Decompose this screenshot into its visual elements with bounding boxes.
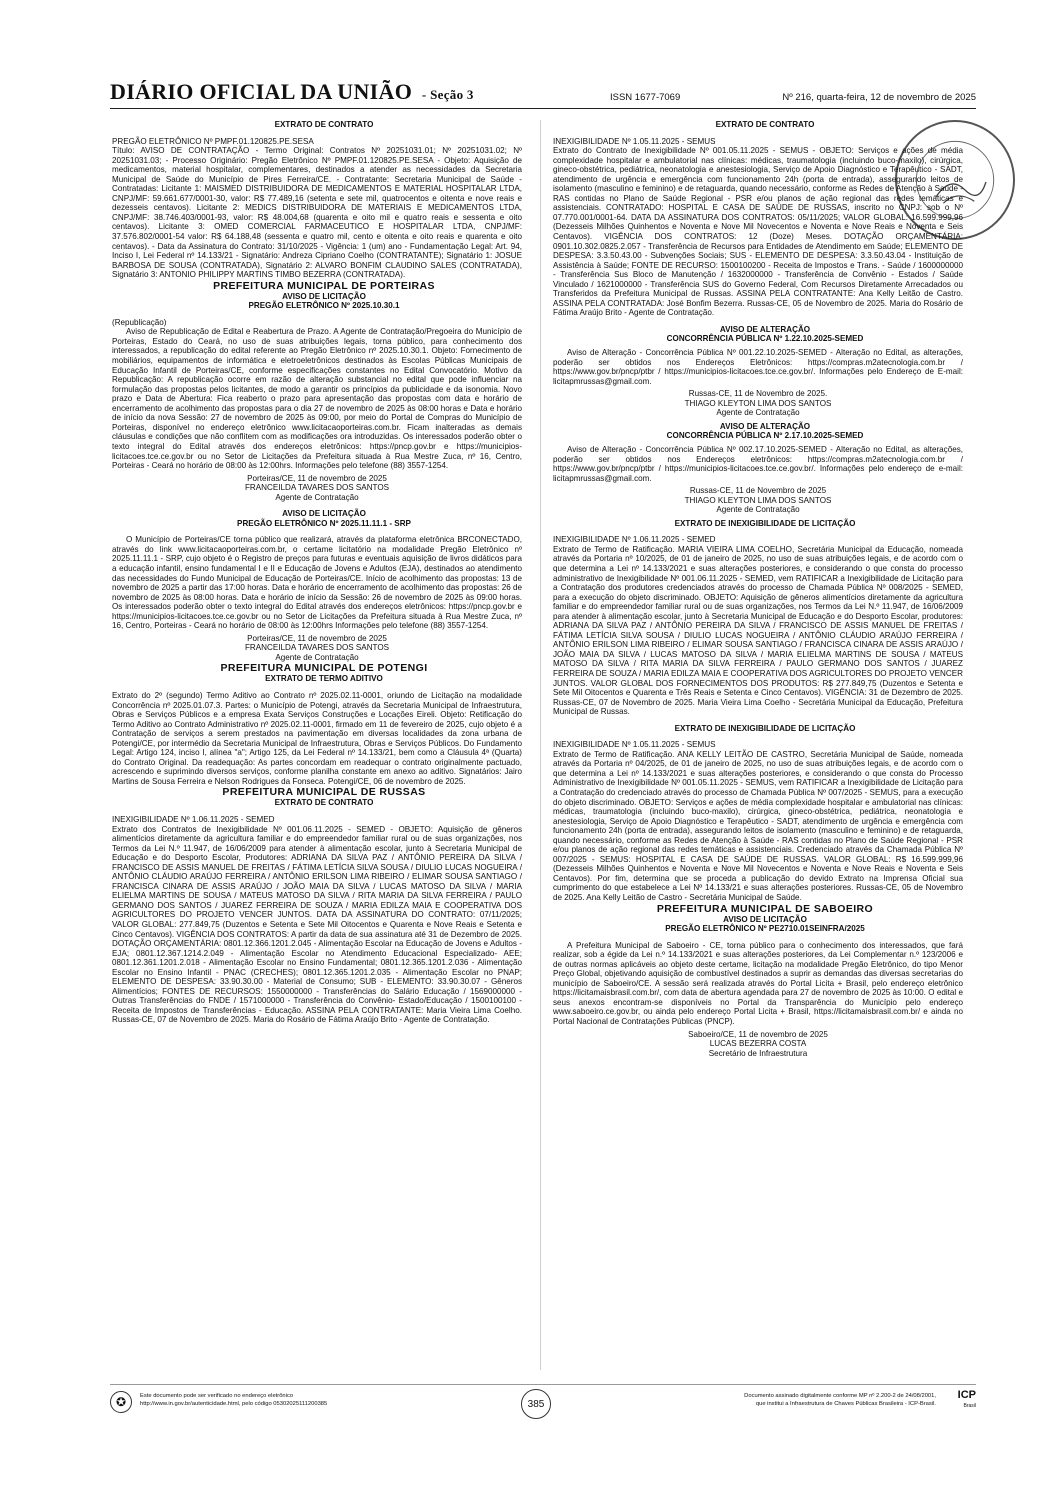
paragraph: Aviso de Alteração - Concorrência Pública Nº 002.17.10.2025-SEMED - Alteração no Edital, as alterações, poderão ser obtidos nos Endereços eletrônicos: https://compras.m2atecnologia.com.br / https://www.gov.br/pncp/ptbr / https://municipios-licitacoes.tce.ce.gov.br/. Informações pelo endereço de e-mail: licitapmrussas@gmail.com. (553, 444, 963, 483)
section-subtitle: CONCORRÊNCIA PÚBLICA Nº 1.22.10.2025-SEMED (666, 334, 864, 344)
signature-name: LUCAS BEZERRA COSTA (709, 1039, 807, 1049)
paragraph: Aviso de Alteração - Concorrência Pública Nº 001.22.10.2025-SEMED - Alteração no Edital, as alterações, poderão ser obtidos nos Endereços Eletrônicos: https://compras.m2atecnologia.com.br / https://www.gov.br/pncp/ptbr / https://municipios-licitacoes.tce.ce.gov.br/. Informações pelo Endereço de E-mail: licitapmrussas@gmail.com. (553, 348, 963, 386)
republication-note: (Republicação) (112, 317, 167, 327)
icp-logo-subtext: Brasil (963, 1403, 976, 1409)
section-subtitle: CONCORRÊNCIA PÚBLICA Nº 2.17.10.2025-SEMED (666, 431, 864, 441)
signature-note-line: que institui a Infraestrutura de Chaves Públicas Brasileira - ICP-Brasil. (755, 1400, 936, 1407)
signature-block (553, 1030, 963, 1059)
section-title: AVISO DE ALTERAÇÃO (719, 324, 811, 334)
paragraph: Aviso de Republicação de Edital e Reabertura de Prazo. A Agente de Contratação/Pregoeira do Município de Porteiras, Estado do Ceará, no uso de suas atribuições legais, torna público, para conhecimento dos interessados, a republicação do edital referente ao Pregão Eletrônico nº 2025.10.30.1. Objeto: Fornecimento de mobiliários, equipamentos de informática e eletroeletrônicos destinados às Escolas Públicas Municipais de Educação Infantil de Porteiras/CE, conforme especificações constantes no Edital Convocatório. Motivo da Republicação: A republicação ocorre em razão de alteração substancial no edital que pode influenciar na formulação das propostas pelos licitantes, de modo a garantir os princípios da publicidade e da isonomia. Novo prazo e Data de Abertura: Fica reaberto o prazo para apresentação das propostas com data e horário de encerramento de acolhimento das propostas para o dia 27 de novembro de 2025 às 08:00 horas e Data e horário de início da nova Sessão: 27 de novembro de 2025 às 09:00, por meio do Portal de Compras do Município de Porteiras, disponível no endereço eletrônico www.licitacaoporteiras.com.br. Ficam inalteradas as demais cláusulas e condições que não conflitem com as modificações ora introduzidas. Os interessados poderão obter o texto integral do Edital através dos endereços eletrônicos: https://pncp.gov.br e https://municipios-licitacoes.tce.ce.gov.br ou no Setor de Licitações da Prefeitura situada à Rua Mestre Zuca, nº 16, Centro, Porteiras - Ceará no horário de 08:00 às 12:00hrs. Informações pelo telefone (88) 3557-1254. (112, 327, 522, 471)
organization-heading: PREFEITURA MUNICIPAL DE POTENGI (220, 662, 428, 675)
verification-link: http://www.in.gov.br/autenticidade.html, pelo código 05302025111200385 (140, 1400, 328, 1407)
signature-role: Agente de Contratação (716, 505, 800, 515)
process-number: PREGÃO ELETRÔNICO Nº PMPF.01.120825.PE.SESA (112, 136, 314, 146)
signature-note-line: Documento assinado digitalmente conforme MP nº 2.200-2 de 24/08/2001, (744, 1393, 936, 1399)
signature-date: Porteiras/CE, 11 de novembro de 2025 (247, 473, 387, 483)
process-number: INEXIGIBILIDADE Nº 1.05.11.2025 - SEMUS (553, 740, 716, 750)
organization-heading: PREFEITURA MUNICIPAL DE SABOEIRO (656, 902, 874, 915)
signature-name: FRANCEILDA TAVARES DOS SANTOS (244, 643, 390, 653)
paragraph: O Município de Porteiras/CE torna público que realizará, através da plataforma eletrônica BRCONECTADO, através do link www.licitacaoporteiras.com.br, o certame licitatório na modalidade Pregão Eletrônico nº 2025.11.11.1 - SRP, cujo objeto é o Registro de preços para futuras e eventuais aquisição de livros didáticos para a educação infantil, ensino fundamental I e II e Educação de Jovens e Adultos (EJA), destinados ao atendimento das necessidades do Fundo Municipal de Educação de Porteiras/CE. Início de acolhimento das propostas: 13 de novembro de 2025 a partir das 17:00 horas. Data e horário de encerramento de acolhimento das propostas: 26 de novembro de 2025 às 08:00 horas. Data e horário de início da Sessão: 26 de novembro de 2025 às 09:00 horas. Os interessados poderão obter o texto integral do Edital através dos endereços eletrônicos: https://pncp.gov.br e https://municipios-licitacoes.tce.ce.gov.br ou no Setor de Licitações da Prefeitura situada à Rua Mestre Zuca, nº 16, Centro, Porteiras - Ceará no horário de 08:00 às 12:00hrs Informações pelo telefone (88) 3557-1254. (112, 535, 522, 631)
signature-block (112, 634, 522, 663)
page-header (110, 78, 976, 109)
paragraph: Extrato de Termo de Ratificação. ANA KELLY LEITÃO DE CASTRO, Secretária Municipal de Saúde, nomeada através da Portaria nº 04/2025, de 01 de janeiro de 2025, no uso de suas atribuições legais, e de acordo com o que determina a Lei nº 14.133/2021 e suas alterações posteriores, e considerando o que consta do Processo Administrativo de Inexigibilidade Nº 001.05.11.2025 - SEMUS, vem RATIFICAR a Inexigibilidade de Licitação para a Contratação do credenciado através do processo de Chamada Pública Nº 007/2025 - SEMUS, para a execução do objeto discriminado. OBJETO: Serviços e ações de média complexidade hospitalar e ambulatorial nas clínicas: médicas, traumatologia (incluindo buco-maxilo), cirúrgica, gineco-obstétrica, pediátrica, neonatologia e anestesiologia, Serviço de Apoio Diagnóstico e Terapêutico - SADT, atendimento de urgência e emergência com funcionamento 24h (porta de entrada), assegurando leitos de isolamento (masculino e feminino) e de retaguarda, quando necessário, conforme as Redes de Atenção à Saúde - RAS contidas no Plano de Saúde Regional - PSR e/ou planos de ação regional das redes temáticas e assistenciais. Credenciado através da Chamada Pública Nº 007/2025 - SEMUS: HOSPITAL E CASA DE SAÚDE DE RUSSAS. VALOR GLOBAL: R$ 16.599.999,96 (Dezesseis Milhões Quinhentos e Noventa e Nove Mil Novecentos e Noventa e Nove Reais e Noventa e Seis Centavos). Por fim, determina que se proceda a publicação do devido Extrato na Imprensa Oficial sua cumprimento do que estabelece a Lei Nº 14.133/21 e suas alterações posteriores. Russas-CE, 05 de Novembro de 2025. Ana Kelly Leitão de Castro - Secretária Municipal de Saúde. (553, 749, 963, 903)
paragraph: A Prefeitura Municipal de Saboeiro - CE, torna público para o conhecimento dos interessados, que fará realizar, sob a égide da Lei n.º 14.133/2021 e suas alterações posteriores, da Lei Complementar n.º 123/2006 e de outras normas aplicáveis ao objeto deste certame, licitação na modalidade Pregão Eletrônico, do tipo Menor Preço Global, objetivando aquisição de combustível destinados a suprir as demandas das diversas secretarias do município de Saboeiro/CE. A sessão será realizada através do Portal Licita + Brasil, pelo endereço eletrônico https://licitamaisbrasil.com.br/, com data de abertura agendada para 27 de novembro de 2025 às 10:00. O edital e seus anexos encontram-se disponíveis no Portal da Transparência do Município pelo endereço www.saboeiro.ce.gov.br, ou ainda pelo endereço Portal Licita + Brasil, https://licitamaisbrasil.com.br/ e ainda no Portal Nacional de Contratações Públicas (PNCP). (553, 940, 963, 1027)
icp-logo-text: ICP (957, 1389, 976, 1401)
signature-block (553, 486, 963, 515)
verification-note (140, 1393, 410, 1408)
publication-title (110, 79, 474, 105)
paragraph: Extrato de Termo de Ratificação. MARIA VIEIRA LIMA COELHO, Secretária Municipal da Educação, nomeada através da Portaria nº 10/2025, de 01 de janeiro de 2025, no uso de suas atribuições legais, e de acordo com o que determina a Lei nº 14.133/2021 e suas alterações posteriores, e considerando o que consta do processo administrativo de Inexigibilidade Nº 001.06.11.2025 - SEMED, vem RATIFICAR a Inexigibilidade de Licitação para a Contratação dos produtores credenciados através do processo de Chamada Pública Nº 008/2025 - SEMED, para a execução do objeto discriminado. OBJETO: Aquisição de gêneros alimentícios diretamente da agricultura familiar e do empreendedor familiar rural ou de suas organizações, nos Termos da Lei N.º 11.947, de 16/06/2009 para atender à alimentação escolar, junto à Secretaria Municipal de Educação e do Desporto Escolar, produtores: ADRIANA DA SILVA PAZ / ANTÔNIO PEREIRA DA SILVA / FRANCISCO DE ASSIS MANUEL DE FREITAS / FÁTIMA LETÍCIA SILVA SOUSA / DIULIO LUCAS NOGUEIRA / ANTÔNIO CLÁUDIO ARAÚJO FERREIRA / ANTÔNIO ERILSON LIMA RIBEIRO / ELIMAR SOUSA SANTIAGO / FRANCISCA CINARA DE ASSIS ARAÚJO / JOÃO MAIA DA SILVA / LUCAS MATOSO DA SILVA / MARIA ELIELMA MARTINS DE SOUSA / MATEUS MATOSO DA SILVA / RITA MARIA DA SILVA FERREIRA / PAULO GERMANO DOS SANTOS / JUAREZ FERREIRA DE SOUZA / MARIA EDILZA MAIA E COOPERATIVA DOS AGRICULTORES DO PROJETO VENCER JUNTOS. VALOR GLOBAL DOS FORNECIMENTOS DOS PRODUTOS: R$ 277.849,75 (Duzentos e Setenta e Sete Mil Oitocentos e Quarenta e Três Reais e Setenta e Cinco Centavos). VIGÊNCIA: 31 de Dezembro de 2025. Russas-CE, 07 de Novembro de 2025. Maria Vieira Lima Coelho - Secretária Municipal da Educação, Prefeitura Municipal de Russas. (553, 544, 963, 717)
signature-date: Saboeiro/CE, 11 de novembro de 2025 (688, 1029, 828, 1039)
organization-heading: PREFEITURA MUNICIPAL DE PORTEIRAS (213, 279, 435, 292)
section-title: EXTRATO DE INEXIGIBILIDADE DE LICITAÇÃO (674, 723, 856, 733)
process-number: INEXIGIBILIDADE Nº 1.06.11.2025 - SEMED (112, 815, 275, 824)
section-title: AVISO DE LICITAÇÃO (282, 291, 366, 301)
signature-date: Russas-CE, 11 de Novembro de 2025 (689, 486, 827, 496)
edition-info: Nº 216, quarta-feira, 12 de novembro de 2025 (782, 92, 976, 103)
signature-note (656, 1393, 936, 1408)
paragraph: Extrato do 2º (segundo) Termo Aditivo ao Contrato nº 2025.02.11-0001, oriundo de Licitação na modalidade Concorrência nº 2025.01.07.3. Partes: o Município de Potengi, através da Secretaria Municipal de Infraestrutura, Obras e Serviços Públicos e a empresa Exata Serviços Construções e Locações Eireli. Objeto: Retificação do Termo Aditivo ao Contrato Administrativo nº 2025.02.11-0001, firmado em 11 de fevereiro de 2025, cujo objeto é a Contratação de serviços a serem prestados na pavimentação em diversas localidades da zona urbana de Potengi/CE, por intermédio da Secretaria Municipal de Infraestrutura, Obras e Serviços Públicos. Do Fundamento Legal: Artigo 124, inciso I, alínea "a"; Artigo 125, da Lei Federal nº 14.133/21, bem como a Cláusula 4ª (Quarta) do Contrato Original. Da readequação: As partes concordam em readequar o contrato originalmente pactuado, acrescendo e suprimindo diversos serviços, conforme planilha constante em anexo ao aditivo. Signatários: Jairo Martins de Sousa Ferreira e Nelson Rodrigues da Fonseca. Potengi/CE, 06 de novembro de 2025. (112, 690, 522, 786)
signature-name: THIAGO KLEYTON LIMA DOS SANTOS (684, 495, 832, 505)
signature-block (112, 474, 522, 503)
signature-role: Agente de Contratação (716, 408, 800, 418)
verification-line: Este documento pode ser verificado no endereço eletrônico (140, 1393, 294, 1399)
process-number: INEXIGIBILIDADE Nº 1.06.11.2025 - SEMED (553, 535, 716, 545)
coat-of-arms-icon: ✪ (110, 1391, 132, 1413)
icp-brasil-logo (942, 1390, 976, 1412)
signature-role: Secretário de Infraestrutura (708, 1048, 808, 1058)
signature-role: Agente de Contratação (275, 652, 359, 662)
signature-name: FRANCEILDA TAVARES DOS SANTOS (244, 483, 390, 493)
left-column (112, 120, 522, 1370)
page-footer (110, 1384, 976, 1425)
issn-number: ISSN 1677-7069 (610, 92, 681, 103)
page-number: 385 (521, 1389, 551, 1419)
section-title: AVISO DE LICITAÇÃO (723, 914, 807, 924)
paragraph: Título: AVISO DE CONTRATAÇÃO - Termo Original: Contratos Nº 20251031.01; Nº 20251031.02; Nº 20251031.03; - Processo Originário: Pregão Eletrônico Nº PMPF.01.120825.PE.SESA - Objeto: Aquisição de medicamentos, material hospitalar, complementares, destinados a atender as necessidades da Secretaria Municipal de Saúde do Município de Pires Ferreira/CE. - Contratante: Secretaria Municipal de Saúde - Contratadas: Licitante 1: MAISMED DISTRIBUIDORA DE MEDICAMENTOS E MATERIAL HOSPITALAR LTDA, CNPJ/MF: 59.661.677/0001-30, valor: R$ 77.489,16 (setenta e sete mil, quatrocentos e oitenta e nove reais e dezesseis centavos). Licitante 2: MEDICS DISTRIBUIDORA DE MATERIAIS E MEDICAMENTOS LTDA, CNPJ/MF: 38.746.403/0001-93, valor: R$ 48.004,68 (quarenta e oito mil e quatro reais e sessenta e oito centavos). Licitante 3: OMED COMERCIAL FARMACEUTICO E HOSPITALAR LTDA, CNPJ/MF: 37.576.802/0001-54 valor: R$ 64.188,48 (sessenta e quatro mil, cento e oitenta e oito reais e quarenta e oito centavos). - Data da Assinatura do Contrato: 31/10/2025 - Vigência: 1 (um) ano - Fundamentação Legal: Art. 94, Inciso I, Lei Federal nº 14.133/21 - Signatário: Andreza Cipriano Coelho (CONTRATANTE); Signatário 1: JOSUE BARBOSA DE SOUSA (CONTRATADA), Signatário 2: ALVARO BONFIM CLAUDINO SALES (CONTRATADA), Signatário 3: ANTONIO PHILIPPY MARTINS TIMBO BEZERRA (CONTRATADA). (112, 146, 522, 280)
signature-role: Agente de Contratação (275, 492, 359, 502)
signature-date: Russas-CE, 11 de Novembro de 2025. (688, 389, 828, 399)
section-title: EXTRATO DE CONTRATO (274, 798, 374, 808)
section-title: EXTRATO DE INEXIGIBILIDADE DE LICITAÇÃO (674, 518, 856, 528)
publication-section: - Seção 3 (421, 87, 474, 102)
section-subtitle: PREGÃO ELETRÔNICO Nº 2025.10.30.1 (248, 301, 400, 311)
section-title: EXTRATO DE CONTRATO (274, 120, 374, 129)
signature-name: THIAGO KLEYTON LIMA DOS SANTOS (684, 398, 832, 408)
process-number: INEXIGIBILIDADE Nº 1.05.11.2025 - SEMUS (553, 136, 716, 146)
section-title: AVISO DE ALTERAÇÃO (719, 421, 811, 431)
paragraph: Extrato do Contrato de Inexigibilidade Nº 001.05.11.2025 - SEMUS - OBJETO: Serviços e ações de média complexidade hospitalar e ambulatorial nas clínicas: médicas, traumatologia (incluindo buco-maxilo), cirúrgica, gineco-obstétrica, pediátrica, neonatologia e anestesiologia, Serviço de Apoio Diagnóstico e Terapêutico - SADT, atendimento de urgência e emergência com funcionamento 24h (porta de entrada), assegurando leitos de isolamento (masculino e feminino) e de retaguarda, quando necessário, conforme as Redes de Atenção à Saúde - RAS contidas no Plano de Saúde Regional - PSR e/ou planos de ação regional das redes temáticas e assistenciais. CONTRATADO: HOSPITAL E CASA DE SAÚDE DE RUSSAS, inscrito no CNPJ: sob o Nº 07.770.001/0001-64. DATA DA ASSINATURA DOS CONTRATOS: 05/11/2025; VALOR GLOBAL: 16.599.999,96 (Dezesseis Milhões Quinhentos e Noventa e Nove Mil Novecentos e Noventa e Nove Reais e Noventa e Seis Centavos). VIGÊNCIA DOS CONTRATOS: 12 (Doze) Meses. DOTAÇÃO ORÇAMENTÁRIA: 0901.10.302.0825.2.057 - Transferência de Recursos para Entidades de Atendimento em Saúde; ELEMENTO DE DESPESA: 3.3.50.43.00 - Subvenções Sociais; SUS - ELEMENTO DE DESPESA: 3.3.50.43.04 - Instituição de Assistência à Saúde; FONTE DE RECURSO: 1500100200 - Receita de Impostos e Trans. - Saúde / 1600000000 - Transferência Sus Bloco de Manutenção / 1632000000 - Transferência de Convênio - Estados / Saúde Vinculado / 1621000000 - Transferência SUS do Governo Federal, Com Recursos Diretamente Arrecadados ou Transferidos da Prefeitura Municipal de Russas. ASSINA PELA CONTRATANTE: Ana Kelly Leitão de Castro. ASSINA PELA CONTRATADA: José Bonfim Bezerra. Russas-CE, 05 de Novembro de 2025. Maria do Rosário de Fátima Araújo Brito - Agente de Contratação. (553, 146, 963, 318)
signature-block (553, 389, 963, 418)
section-title: EXTRATO DE CONTRATO (715, 120, 815, 129)
column-divider (540, 120, 541, 1370)
section-title: AVISO DE LICITAÇÃO (282, 509, 366, 519)
paragraph: Extrato dos Contratos de Inexigibilidade Nº 001.06.11.2025 - SEMED - OBJETO: Aquisição de gêneros alimentícios diretamente da agricultura familiar e do empreendedor familiar rural ou de suas organizações, nos Termos da Lei N.º 11.947, de 16/06/2009 para atender à alimentação escolar, junto à Secretaria Municipal de Educação e do Desporto Escolar, Produtores: ADRIANA DA SILVA PAZ / ANTÔNIO PEREIRA DA SILVA / FRANCISCO DE ASSIS MANUEL DE FREITAS / FÁTIMA LETÍCIA SILVA SOUSA / DIULIO LUCAS NOGUEIRA / ANTÔNIO CLÁUDIO ARAÚJO FERREIRA / ANTÔNIO ERILSON LIMA RIBEIRO / ELIMAR SOUSA SANTIAGO / FRANCISCA CINARA DE ASSIS ARAÚJO / JOÃO MAIA DA SILVA / LUCAS MATOSO DA SILVA / MARIA ELIELMA MARTINS DE SOUSA / MATEUS MATOSO DA SILVA / RITA MARIA DA SILVA FERREIRA / PAULO GERMANO DOS SANTOS / JUAREZ FERREIRA DE SOUZA / MARIA EDILZA MAIA E COOPERATIVA DOS AGRICULTORES DO PROJETO VENCER JUNTOS. DATA DA ASSINATURA DO CONTRATO: 07/11/2025; VALOR GLOBAL: 277.849,75 (Duzentos e Setenta e Sete Mil Oitocentos e Quarenta e Nove Reais e Setenta e Cinco Centavos). VIGÊNCIA DOS CONTRATOS: A partir da data de sua assinatura até 31 de Dezembro de 2025. DOTAÇÃO ORÇAMENTÁRIA: 0801.12.366.1201.2.045 - Alimentação Escolar na Educação de Jovens e Adultos - EJA; 0801.12.367.1214.2.049 - Alimentação Escolar no Atendimento Educacional Especializado- AEE; 0801.12.361.1201.2.018 - Alimentação Escolar no Ensino Fundamental; 0801.12.365.1201.2.036 - Alimentação Escolar no Ensino Infantil - PNAC (CRECHES); 0801.12.365.1201.2.035 - Alimentação Escolar no PNAP; ELEMENTO DE DESPESA: 33.90.30.00 - Material de Consumo; SUB - ELEMENTO: 33.90.30.07 - Gêneros Alimentícios; FONTES DE RECURSOS: 1550000000 - Transferências do Salário Educação / 1569000000 - Outras Transferências do FNDE / 1571000000 - Transferência do Convênio- Estado/Educação / 1500100100 - Receita de Impostos de Transferências - Educação. ASSINA PELA CONTRATANTE: Maria Vieira Lima Coelho. Russas-CE, 07 de Novembro de 2025. Maria do Rosário de Fátima Araújo Brito - Agente de Contratação. (112, 824, 522, 1025)
section-subtitle: PREGÃO ELETRÔNICO Nº 2025.11.11.1 - SRP (237, 518, 411, 528)
organization-heading: PREFEITURA MUNICIPAL DE RUSSAS (222, 786, 426, 799)
section-title: EXTRATO DE TERMO ADITIVO (265, 674, 383, 684)
signature-date: Porteiras/CE, 11 de novembro de 2025 (247, 633, 387, 643)
right-column (553, 120, 963, 1370)
publication-name: DIÁRIO OFICIAL DA UNIÃO (110, 79, 413, 104)
section-subtitle: PREGÃO ELETRÔNICO Nº PE2710.01SEINFRA/2025 (665, 924, 865, 934)
